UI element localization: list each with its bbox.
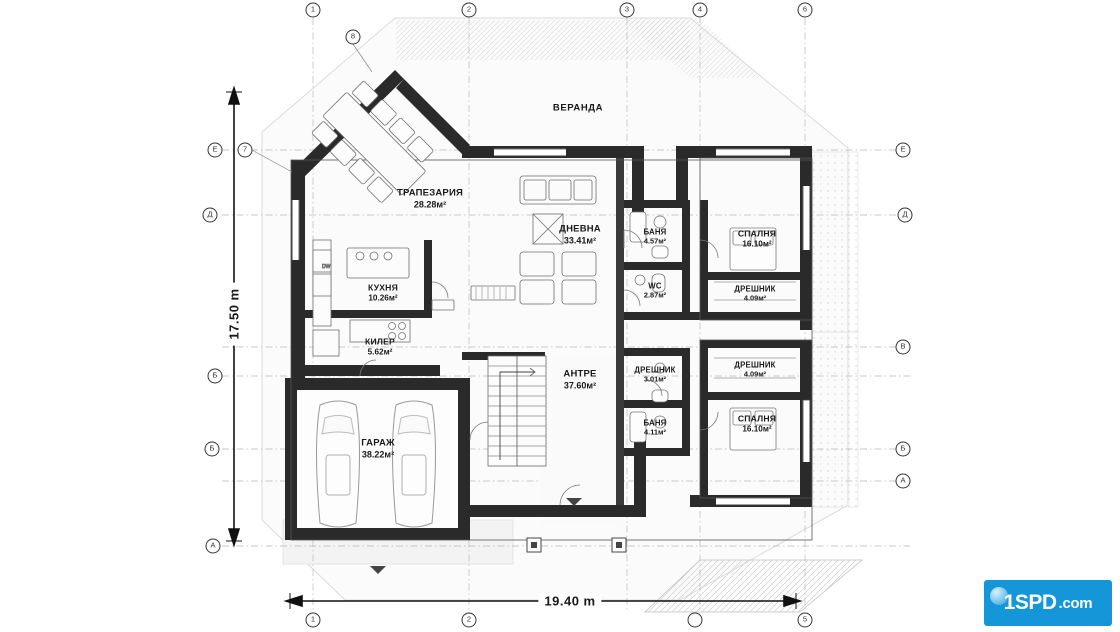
room-area: 37.60м²	[563, 380, 597, 391]
logo-brand-text: 1SPD	[1003, 591, 1057, 614]
room-area: 2.87м²	[643, 290, 667, 300]
room-name: ДРЕШНИК	[734, 360, 776, 370]
room-area: 4.09м²	[743, 369, 767, 379]
room-name: ТРАПЕЗАРИЯ	[396, 187, 464, 199]
axis-bubble: A	[206, 539, 221, 554]
axis-bubble: 8	[346, 30, 361, 45]
axis-bubble: 2	[462, 3, 477, 18]
logo-domain-text: .com	[1058, 594, 1093, 612]
axis-bubble: Д	[203, 208, 218, 223]
axis-bubble: 7	[238, 143, 253, 158]
dimension-width-label: 19.40 m	[538, 594, 601, 609]
axis-bubble	[688, 613, 703, 628]
axis-bubble: Б	[208, 369, 223, 384]
room-area: 38.22м²	[361, 449, 395, 460]
dimension-height-label: 17.50 m	[227, 282, 242, 345]
axis-bubble: E	[896, 143, 911, 158]
axis-bubble: Б	[896, 442, 911, 457]
room-name: КУХНЯ	[368, 282, 398, 293]
room-area: 3.01м²	[643, 374, 667, 384]
watermark-logo[interactable]	[984, 580, 1112, 626]
axis-bubble: 1	[306, 3, 321, 18]
room-name: WC	[648, 281, 662, 291]
room-area: 5.62м²	[367, 347, 393, 357]
room-name: ГАРАЖ	[361, 437, 395, 449]
room-area: 4.09м²	[743, 293, 767, 303]
room-area: 10.26м²	[368, 293, 398, 303]
axis-bubble: В	[896, 340, 911, 355]
axis-bubble: 6	[798, 3, 813, 18]
axis-bubble: Б	[205, 442, 220, 457]
axis-bubble: 5	[798, 613, 813, 628]
room-area: 28.28м²	[413, 199, 447, 210]
svg-text:DW: DW	[322, 264, 331, 270]
axis-bubble: A	[896, 474, 911, 489]
room-name: ДРЕШНИК	[634, 365, 676, 375]
room-name: СПАЛНЯ	[737, 228, 777, 239]
axis-bubble: 4	[693, 3, 708, 18]
axis-bubble: 3	[620, 3, 635, 18]
axis-bubble: 1	[306, 613, 321, 628]
axis-bubble: Д	[898, 208, 913, 223]
room-name: ДРЕШНИК	[734, 284, 776, 294]
room-area: 4.11м²	[644, 427, 666, 437]
room-area: 16.10м²	[742, 239, 772, 249]
room-name: ДНЕВНА	[559, 223, 601, 235]
room-area: 16.10м²	[742, 424, 772, 434]
room-name: КИЛЕР	[365, 336, 395, 347]
room-area: 33.41м²	[563, 235, 597, 246]
room-name: АНТРЕ	[563, 368, 597, 380]
room-name: БАНЯ	[643, 418, 667, 428]
axis-bubble: E	[208, 143, 223, 158]
exterior-label-veranda: ВЕРАНДА	[552, 102, 604, 114]
room-name: СПАЛНЯ	[737, 413, 777, 424]
room-name: БАНЯ	[643, 227, 667, 237]
axis-bubble: 2	[462, 613, 477, 628]
room-area: 4.57м²	[643, 236, 667, 246]
staircase	[488, 356, 546, 466]
